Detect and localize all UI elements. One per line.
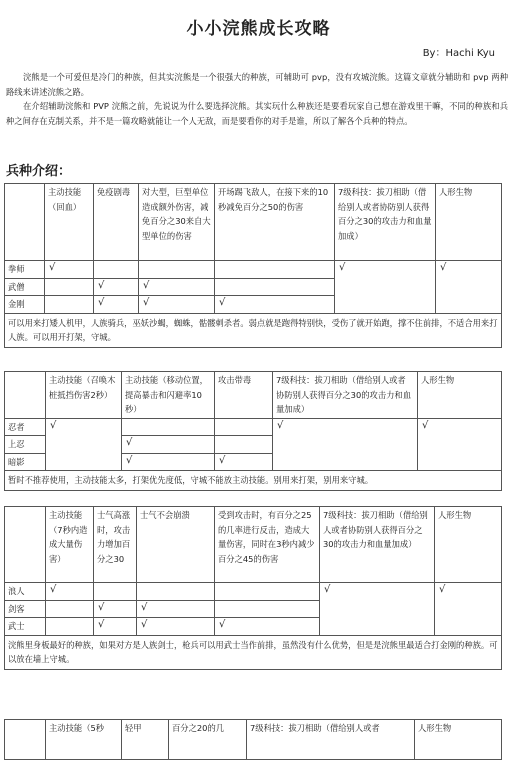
check-mark: √ xyxy=(435,583,502,636)
check-mark: √ xyxy=(45,261,94,279)
check-mark: √ xyxy=(122,436,215,454)
check-mark: √ xyxy=(122,453,215,471)
table-note-row xyxy=(5,471,502,491)
unit-name: 剑客 xyxy=(5,600,46,618)
check-mark: √ xyxy=(273,418,418,471)
header-cell: 对大型，巨型单位造成额外伤害，减免百分之30来自大型单位的伤害 xyxy=(139,184,215,261)
corner-cell xyxy=(5,184,45,261)
header-cell: 百分之20的几 xyxy=(169,720,247,760)
unit-name: 武士 xyxy=(5,618,46,636)
table-header-row xyxy=(5,372,502,419)
check-mark: √ xyxy=(137,600,215,618)
header-cell: 开场踢飞敌人，在接下来的10秒减免百分之50的伤害 xyxy=(215,184,335,261)
check-mark: √ xyxy=(137,618,215,636)
table-header-row xyxy=(5,507,502,583)
table-note: 可以用来打矮人机甲，人族骑兵，巫妖沙蝎，蜘蛛，骷髅刺杀者。弱点就是跑得特别快，受伤了就开始跑，撑不住前排，不适合用来打人族。可以用开打架，守城。 xyxy=(5,313,502,347)
header-cell: 人形生物 xyxy=(415,720,502,760)
check-mark: √ xyxy=(139,278,215,296)
header-cell: 攻击带毒 xyxy=(215,372,273,419)
check-mark: √ xyxy=(418,418,502,471)
page-title: 小小浣熊成长攻略 xyxy=(186,19,331,39)
check-mark: √ xyxy=(335,261,436,314)
header-cell: 人形生物 xyxy=(435,507,502,583)
check-mark: √ xyxy=(46,418,122,471)
header-cell: 主动技能（5秒 xyxy=(46,720,122,760)
unit-name: 上忍 xyxy=(5,436,46,454)
header-cell: 7级科技：拔刀相助（借给别人或者协防别人获得百分之30的攻击力和血量加成） xyxy=(320,507,435,583)
intro-paragraph-1: 浣熊是一个可爱但是冷门的种族，但其实浣熊是一个很强大的种族，可辅助可 pvp，没有攻城浣熊。这篇文章就分辅助和 pvp 两种路线来讲述浣熊之路。 xyxy=(6,72,508,97)
table-row xyxy=(5,261,502,279)
corner-cell xyxy=(5,720,46,760)
check-mark: √ xyxy=(94,618,137,636)
table-row xyxy=(5,418,502,436)
corner-cell xyxy=(5,507,46,583)
table-header-row xyxy=(5,720,502,760)
table-note: 浣熊里身板最好的种族，如果对方是人族剑士，枪兵可以用武士当作前排，虽然没有什么优势，但是是浣熊里最适合打金刚的种族。可以放在墙上守城。 xyxy=(5,635,502,669)
check-mark: √ xyxy=(139,296,215,314)
header-cell: 主动技能（召唤木桩抵挡伤害2秒） xyxy=(46,372,122,419)
check-mark: √ xyxy=(94,296,139,314)
header-cell: 士气高涨时，攻击力增加百分之30 xyxy=(94,507,137,583)
table-header-row xyxy=(5,184,502,261)
header-cell: 轻甲 xyxy=(122,720,169,760)
check-mark: √ xyxy=(46,583,94,601)
check-mark: √ xyxy=(215,296,335,314)
check-mark: √ xyxy=(94,278,139,296)
header-cell: 7级科技：拔刀相助（借给别人或者协防别人获得百分之30的攻击力和血量加成） xyxy=(335,184,436,261)
unit-table-2 xyxy=(4,371,502,491)
table-note-row xyxy=(5,635,502,669)
header-cell: 主动技能（7秒内造成大量伤害） xyxy=(46,507,94,583)
unit-table-3 xyxy=(4,506,502,670)
header-cell: 士气不会崩溃 xyxy=(137,507,215,583)
unit-name: 拳师 xyxy=(5,261,45,279)
check-mark: √ xyxy=(320,583,435,636)
check-mark: √ xyxy=(215,453,273,471)
header-cell: 受到攻击时，有百分之25的几率进行反击，造成大量伤害，同时在3秒内减少百分之45的伤害 xyxy=(215,507,320,583)
header-cell: 人形生物 xyxy=(418,372,502,419)
table-note: 暂时不推荐使用，主动技能太多，打架优先度低，守城不能放主动技能。别用来打架，别用来守城。 xyxy=(5,471,502,491)
unit-table-4 xyxy=(4,719,502,760)
corner-cell xyxy=(5,372,46,419)
intro-paragraph-2: 在介绍辅助浣熊和 PVP 浣熊之前，先说说为什么要选择浣熊。其实玩什么种族还是要看玩家自己想在游戏里干嘛，不同的种族和兵种之间存在克制关系，并不是一篇攻略就能让一个人无敌，而是要看你的对手是谁，所以了解各个兵种的特点。 xyxy=(6,101,508,126)
unit-name: 忍者 xyxy=(5,418,46,436)
section-title: 兵种介绍： xyxy=(6,164,72,179)
check-mark: √ xyxy=(215,618,320,636)
check-mark: √ xyxy=(436,261,502,314)
table-row xyxy=(5,583,502,601)
unit-name: 浪人 xyxy=(5,583,46,601)
header-cell: 7级科技：拔刀相助（借给别人或者 xyxy=(247,720,415,760)
table-note-row xyxy=(5,313,502,347)
header-cell: 免疫剧毒 xyxy=(94,184,139,261)
unit-name: 暗影 xyxy=(5,453,46,471)
header-cell: 主动技能（移动位置，提高暴击和闪避率10秒） xyxy=(122,372,215,419)
unit-name: 武僧 xyxy=(5,278,45,296)
unit-table-1 xyxy=(4,183,502,348)
header-cell: 人形生物 xyxy=(436,184,502,261)
header-cell: 主动技能（回血） xyxy=(45,184,94,261)
unit-name: 金刚 xyxy=(5,296,45,314)
author-line: By：Hachi Kyu xyxy=(422,48,495,59)
header-cell: 7级科技：拔刀相助（借给别人或者协防别人获得百分之30的攻击力和血量加成） xyxy=(273,372,418,419)
check-mark: √ xyxy=(94,600,137,618)
